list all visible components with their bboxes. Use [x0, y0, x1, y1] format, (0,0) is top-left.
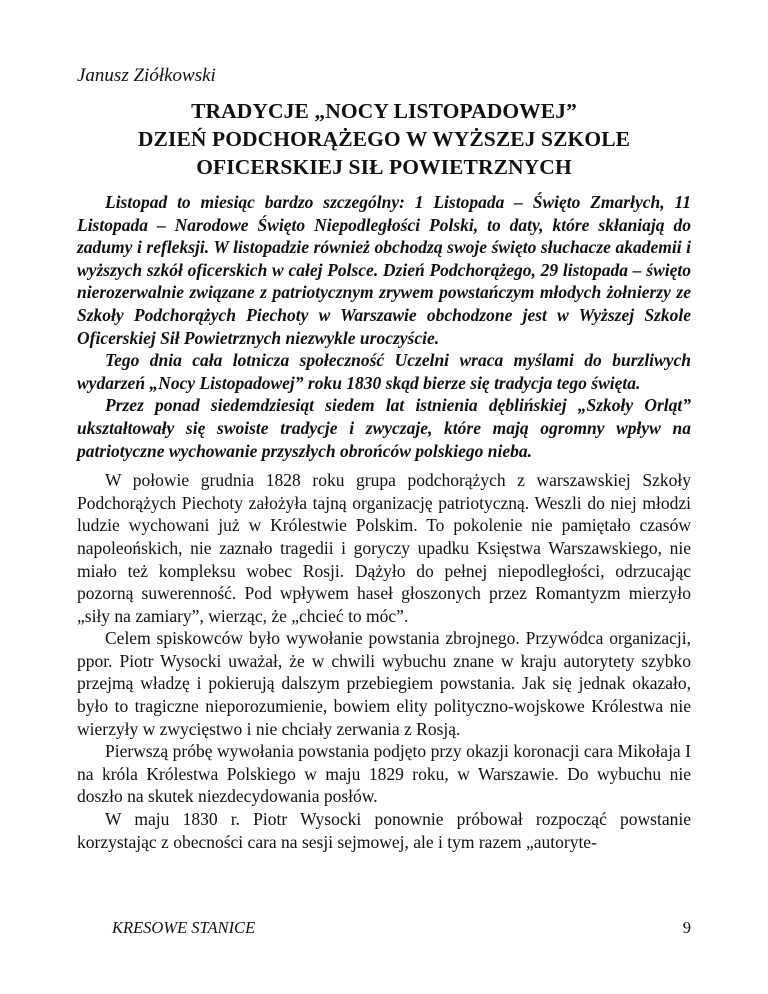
body-paragraph: W połowie grudnia 1828 roku grupa podchorążych z warszawskiej Szkoły Podchorążych Piechoty założyła tajną organizację patriotyczną. Weszli do niej młodzi ludzie wychowani już w Królestwie Polskim. To pokolenie nie pamiętało czasów napoleońskich, nie zaznało tragedii i goryczy upadku Księstwa Warszawskiego, nie miało też kompleksu wobec Rosji. Dążyło do pełnej niepodległości, odrzucając pozorną suwerenność. Pod wpływem haseł głoszonych przez Romantyzm mierzyło „siły na zamiary”, wierząc, że „chcieć to móc”.	[77, 470, 691, 626]
title-line: OFICERSKIEJ SIŁ POWIETRZNYCH	[196, 155, 572, 179]
body-paragraph: Pierwszą próbę wywołania powstania podjęto przy okazji koronacji cara Mikołaja I na króla Królestwa Polskiego w maju 1829 roku, w Warszawie. Do wybuchu nie doszło na skutek niezdecydowania posłów.	[77, 741, 691, 807]
article	[77, 64, 691, 853]
lead-paragraph: Przez ponad siedemdziesiąt siedem lat istnienia dęblińskiej „Szkoły Orląt” ukształtowały się swoiste tradycje i zwyczaje, które mają ogromny wpływ na patriotyczne wychowanie przyszłych obrońców polskiego nieba.	[77, 395, 691, 461]
article-title	[77, 97, 691, 181]
body-text	[77, 469, 691, 853]
body-paragraph: W maju 1830 r. Piotr Wysocki ponownie próbował rozpocząć powstanie korzystając z obecności cara na sesji sejmowej, ale i tym razem „autoryte-	[77, 809, 691, 852]
lead-paragraph: Listopad to miesiąc bardzo szczególny: 1 Listopada – Święto Zmarłych, 11 Listopada – Narodowe Święto Niepodległości Polski, to daty, które skłaniają do zadumy i refleksji. W listopadzie również obchodzą swoje święto słuchacze akademii i wyższych szkół oficerskich w całej Polsce. Dzień Podchorążego, 29 listopada – święto nierozerwalnie związane z patriotycznym zrywem powstańczym młodych żołnierzy ze Szkoły Podchorążych Piechoty w Warszawie obchodzone jest w Wyższej Szkole Oficerskiej Sił Powietrznych niezwykle uroczyście.	[77, 192, 691, 348]
title-line: TRADYCJE „NOCY LISTOPADOWEJ”	[191, 99, 577, 123]
lead-paragraphs	[77, 191, 691, 462]
page-number: 9	[682, 918, 691, 937]
lead-paragraph: Tego dnia cała lotnicza społeczność Uczelni wraca myślami do burzliwych wydarzeń „Nocy Listopadowej” roku 1830 skąd bierze się tradycja tego święta.	[77, 350, 691, 393]
author-name: Janusz Ziółkowski	[77, 65, 216, 86]
journal-name: KRESOWE STANICE	[112, 918, 256, 937]
body-paragraph: Celem spiskowców było wywołanie powstania zbrojnego. Przywódca organizacji, ppor. Piotr Wysocki uważał, że w chwili wybuchu znane w kraju autorytety szybko przejmą władzę i pokierują dalszym przebiegiem powstania. Jak się jednak okazało, było to tragiczne nieporozumienie, bowiem elity polityczno-wojskowe Królestwa nie wierzyły w zwycięstwo i nie chciały zerwania z Rosją.	[77, 628, 691, 739]
title-line: DZIEŃ PODCHORĄŻEGO W WYŻSZEJ SZKOLE	[137, 127, 631, 151]
